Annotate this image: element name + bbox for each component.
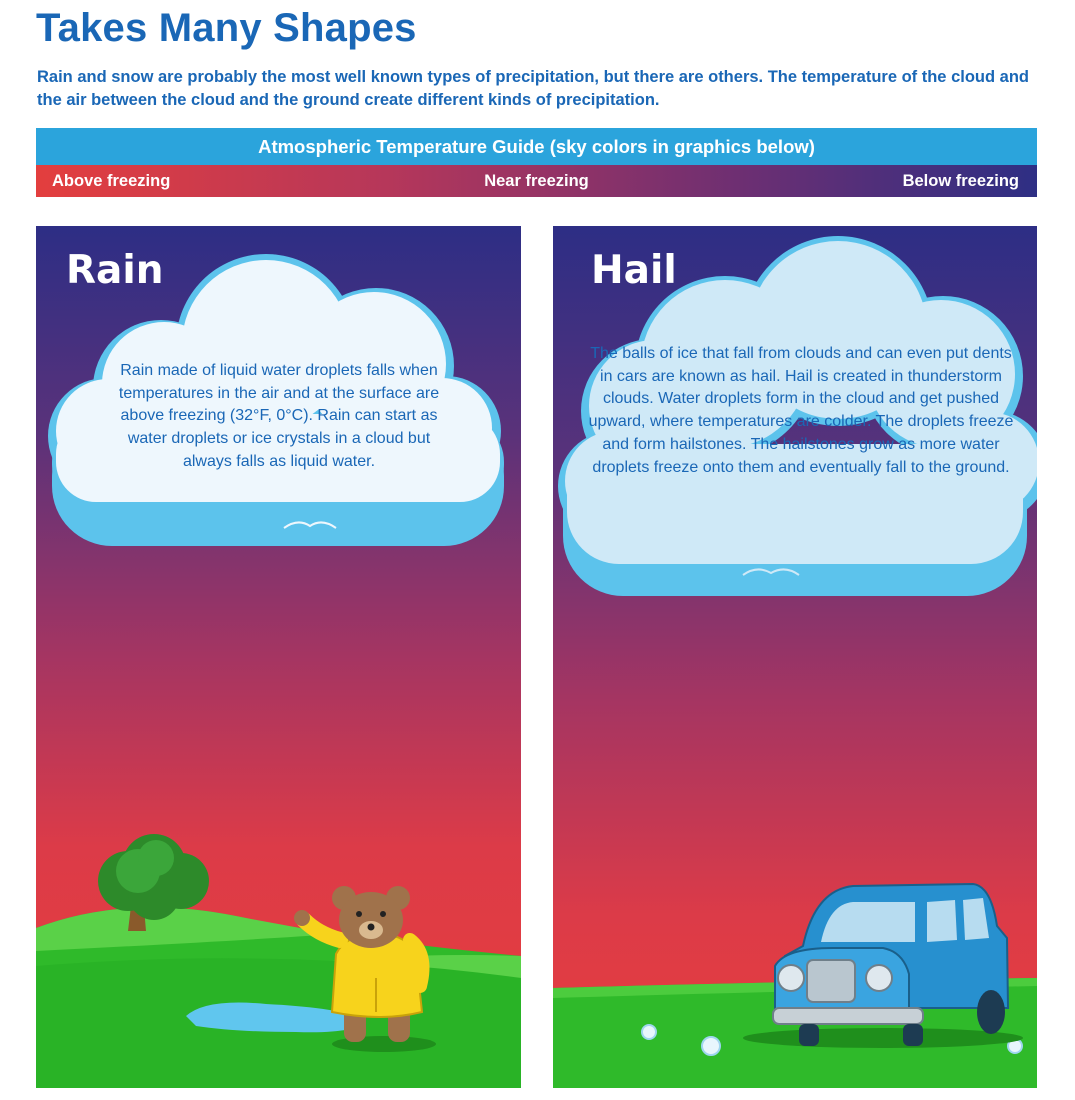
near-freezing-label: Near freezing [484, 172, 589, 190]
intro-paragraph: Rain and snow are probably the most well known types of precipitation, but there are others. The temperature of the cloud and the air between the cloud and the ground create different kinds of precipitation. [37, 68, 1029, 109]
rain-panel [36, 226, 521, 1088]
rain-ground [36, 907, 521, 1088]
page-title: Takes Many Shapes [36, 6, 417, 50]
hail-title: Hail [591, 248, 677, 293]
hail-panel [553, 226, 1037, 1088]
temperature-guide-title: Atmospheric Temperature Guide (sky colors in graphics below) [258, 135, 815, 157]
rain-title: Rain [66, 248, 164, 293]
rain-description: Rain made of liquid water droplets falls when temperatures in the air and at the surface are above freezing (32°F, 0°C). Rain can start as water droplets or ice crystals in a cloud but always falls as liquid water. [118, 362, 440, 470]
above-freezing-label: Above freezing [52, 172, 171, 190]
temperature-gradient-bar [36, 165, 1037, 197]
below-freezing-label: Below freezing [902, 172, 1019, 190]
temperature-guide-header [36, 128, 1037, 165]
blue-car [743, 884, 1023, 1048]
hail-description: The balls of ice that fall from clouds and can even put dents in cars are known as hail. Hail is created in thunderstorm clouds. Water droplets form in the cloud and get pushed upward, where temperatures are colder. The droplets freeze and form hailstones. The hailstones grow as more water droplets freeze onto them and eventually fall to the ground. [588, 345, 1014, 476]
rain-scene-illustration [36, 226, 521, 1088]
